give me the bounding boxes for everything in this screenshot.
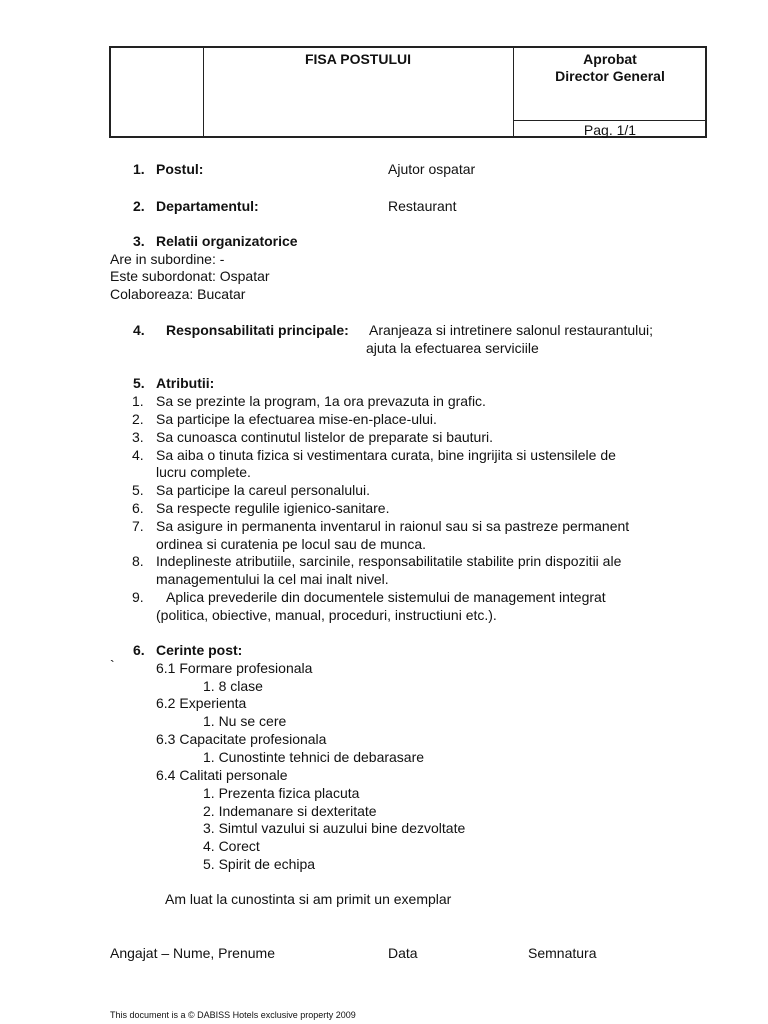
subsection-item: 2. Indemanare si dexteritate xyxy=(203,803,377,819)
header-table xyxy=(109,46,707,138)
subsection-heading: 6.2 Experienta xyxy=(156,695,247,711)
section-label-cerinte: Cerinte post: xyxy=(156,642,243,658)
list-number: 7. xyxy=(132,518,144,534)
list-number: 8. xyxy=(132,553,144,569)
list-item: Sa participe la efectuarea mise-en-place-ului. xyxy=(156,411,437,427)
stray-mark: ` xyxy=(110,657,115,673)
subsection-item: 1. Cunostinte tehnici de debarasare xyxy=(203,749,425,765)
section-number: 5. xyxy=(133,375,145,391)
header-divider xyxy=(513,120,705,121)
relatii-line: Este subordonat: Ospatar xyxy=(110,268,270,284)
employee-name-label: Angajat – Nume, Prenume xyxy=(110,945,275,961)
section-number: 6. xyxy=(133,642,145,658)
list-number: 9. xyxy=(132,589,144,605)
list-item: Sa se prezinte la program, 1a ora prevazuta in grafic. xyxy=(156,393,486,409)
subsection-heading: 6.1 Formare profesionala xyxy=(156,660,313,676)
list-number: 1. xyxy=(132,393,144,409)
subsection-item: 1. 8 clase xyxy=(203,678,263,694)
section-label-departament: Departamentul: xyxy=(156,198,259,214)
subsection-item: 4. Corect xyxy=(203,838,260,854)
section-number: 2. xyxy=(133,198,145,214)
section-value-postul: Ajutor ospatar xyxy=(388,161,476,177)
list-item-continued: managementului la cel mai inalt nivel. xyxy=(156,571,389,587)
section-number: 1. xyxy=(133,161,145,177)
list-item: Sa asigure in permanenta inventarul in raionul sau si sa pastreze permanent xyxy=(156,518,630,534)
page-number: Pag. 1/1 xyxy=(583,122,637,138)
approved-by: Director General xyxy=(555,68,665,84)
acknowledgement-text: Am luat la cunostinta si am primit un exemplar xyxy=(165,891,452,907)
section-label-postul: Postul: xyxy=(156,161,204,177)
list-number: 6. xyxy=(132,500,144,516)
section-number: 4. xyxy=(133,322,145,338)
section-label-atributii: Atributii: xyxy=(156,375,215,391)
approved-label: Aprobat xyxy=(583,51,637,67)
subsection-item: 5. Spirit de echipa xyxy=(203,856,316,872)
list-item: Sa cunoasca continutul listelor de preparate si bauturi. xyxy=(156,429,493,445)
signature-label: Semnatura xyxy=(528,945,597,961)
list-item-continued: lucru complete. xyxy=(156,464,251,480)
list-item: Sa aiba o tinuta fizica si vestimentara curata, bine ingrijita si ustensilele de xyxy=(156,447,616,463)
list-item: Sa participe la careul personalului. xyxy=(156,482,371,498)
relatii-line: Are in subordine: - xyxy=(110,251,225,267)
list-number: 2. xyxy=(132,411,144,427)
list-number: 5. xyxy=(132,482,144,498)
list-number: 4. xyxy=(132,447,144,463)
document-title: FISA POSTULUI xyxy=(304,51,412,67)
subsection-item: 3. Simtul vazului si auzului bine dezvoltate xyxy=(203,820,466,836)
list-number: 3. xyxy=(132,429,144,445)
subsection-heading: 6.3 Capacitate profesionala xyxy=(156,731,327,747)
relatii-line: Colaboreaza: Bucatar xyxy=(110,286,246,302)
section-label-responsabilitati: Responsabilitati principale: xyxy=(166,322,349,338)
responsabilitati-text: ajuta la efectuarea serviciile xyxy=(366,340,539,356)
responsabilitati-text: Aranjeaza si intretinere salonul restaurantului; xyxy=(369,322,654,338)
date-label: Data xyxy=(388,945,418,961)
list-item-continued: ordinea si curatenia pe locul sau de munca. xyxy=(156,536,427,552)
list-item-continued: (politica, obiective, manual, proceduri, instructiuni etc.). xyxy=(156,607,497,623)
footer-copyright: This document is a © DABISS Hotels exclusive property 2009 xyxy=(110,1010,356,1020)
section-number: 3. xyxy=(133,233,145,249)
list-item: Sa respecte regulile igienico-sanitare. xyxy=(156,500,390,516)
subsection-heading: 6.4 Calitati personale xyxy=(156,767,288,783)
subsection-item: 1. Nu se cere xyxy=(203,713,287,729)
subsection-item: 1. Prezenta fizica placuta xyxy=(203,785,360,801)
section-label-relatii: Relatii organizatorice xyxy=(156,233,298,249)
section-value-departament: Restaurant xyxy=(388,198,457,214)
list-item: Aplica prevederile din documentele sistemului de management integrat xyxy=(166,589,606,605)
list-item: Indeplineste atributiile, sarcinile, responsabilitatile stabilite prin dispozitii ale xyxy=(156,553,622,569)
